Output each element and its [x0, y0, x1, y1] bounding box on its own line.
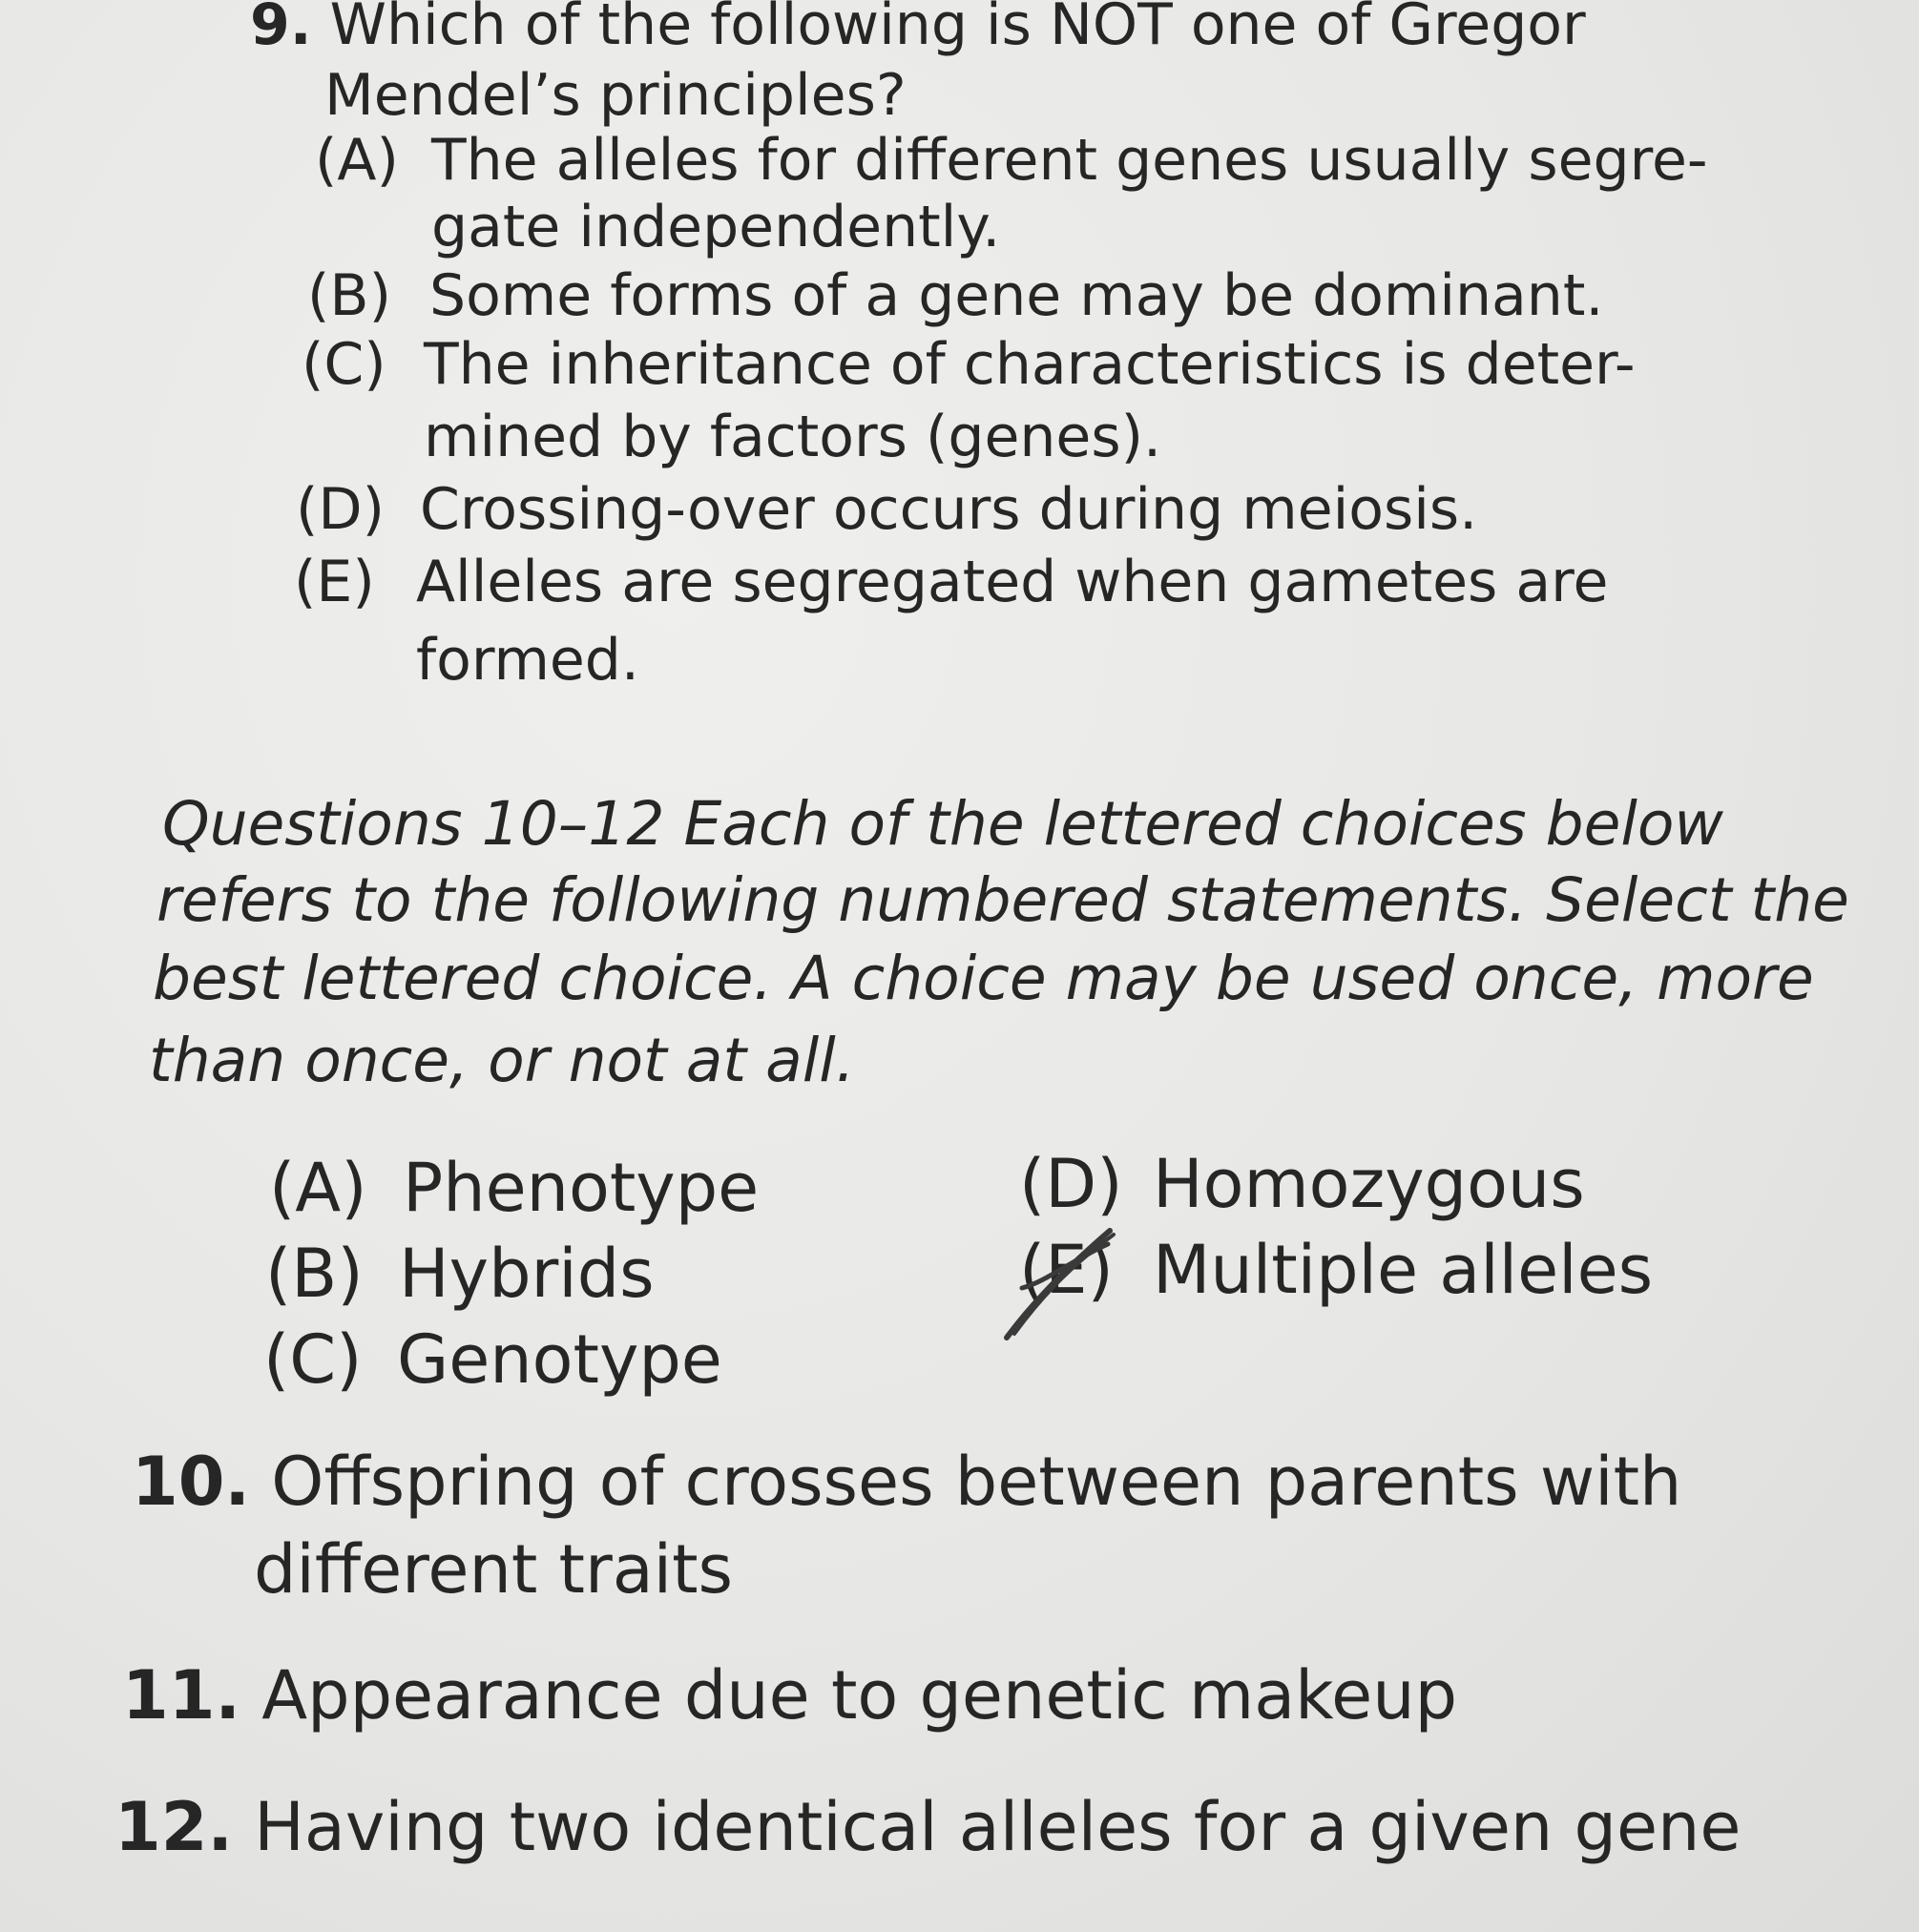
- choice-b: [265, 1235, 655, 1313]
- statement-12: [115, 1788, 1742, 1866]
- choice-a: [269, 1149, 760, 1227]
- choice-a-letter: (A): [269, 1149, 367, 1227]
- option-e-text-1: Alleles are segregated when gametes are: [416, 549, 1609, 615]
- question-9-number: 9.: [250, 0, 312, 58]
- question-9-stem-line-2: Mendel’s principles?: [324, 62, 907, 129]
- choice-d-letter: (D): [1019, 1145, 1123, 1223]
- instructions-line-3: best lettered choice. A choice may be used once, more: [153, 944, 1814, 1013]
- question-9-option-a: [315, 127, 1708, 194]
- question-9-stem-text-1: Which of the following is NOT one of Gregor: [329, 0, 1586, 58]
- option-a-letter: (A): [315, 127, 399, 194]
- option-c-letter: (C): [302, 331, 386, 398]
- statement-12-number: 12.: [115, 1788, 234, 1866]
- choice-d: [1019, 1145, 1585, 1223]
- choice-a-text: Phenotype: [403, 1149, 760, 1227]
- question-9-option-c: [302, 331, 1636, 398]
- instructions-line-2: refers to the following numbered statements. Select the: [156, 865, 1849, 935]
- question-9-option-e: [294, 549, 1609, 615]
- choice-e-letter: (E): [1019, 1231, 1114, 1309]
- option-b-letter: (B): [307, 262, 391, 329]
- pencil-strike-mark: [997, 1221, 1121, 1345]
- statement-11-text: Appearance due to genetic makeup: [261, 1656, 1458, 1735]
- statement-10-number: 10.: [132, 1443, 251, 1521]
- option-a-text-1: The alleles for different genes usually segre-: [431, 127, 1708, 194]
- instructions-line-4: than once, or not at all.: [149, 1026, 855, 1095]
- question-9-option-c-cont: mined by factors (genes).: [424, 404, 1162, 470]
- statement-12-text: Having two identical alleles for a given gene: [254, 1788, 1742, 1866]
- choice-c-letter: (C): [263, 1320, 363, 1399]
- choice-c: [263, 1320, 722, 1399]
- choice-c-text: Genotype: [397, 1320, 722, 1399]
- option-e-letter: (E): [294, 549, 375, 615]
- instructions-line-1: Questions 10–12 Each of the lettered choices below: [162, 789, 1723, 859]
- statement-10-cont: different traits: [254, 1530, 734, 1609]
- option-c-text-1: The inheritance of characteristics is deter-: [424, 331, 1636, 398]
- question-9-option-e-cont: formed.: [416, 627, 639, 694]
- question-9-option-b: [307, 262, 1604, 329]
- choice-b-letter: (B): [265, 1235, 364, 1313]
- option-b-text: Some forms of a gene may be dominant.: [429, 262, 1604, 329]
- choice-b-text: Hybrids: [399, 1235, 655, 1313]
- question-9-option-a-cont: gate independently.: [431, 194, 1001, 260]
- statement-11-number: 11.: [122, 1656, 241, 1735]
- statement-10-text-1: Offspring of crosses between parents with: [271, 1443, 1682, 1521]
- choice-d-text: Homozygous: [1153, 1145, 1585, 1223]
- question-9-stem-line-1: [250, 0, 1586, 58]
- option-d-text: Crossing-over occurs during meiosis.: [420, 476, 1478, 543]
- statement-11: [122, 1656, 1458, 1735]
- option-d-letter: (D): [296, 476, 386, 543]
- question-9-option-d: [296, 476, 1478, 543]
- choice-e-text: Multiple alleles: [1153, 1231, 1654, 1309]
- statement-10: [132, 1443, 1682, 1521]
